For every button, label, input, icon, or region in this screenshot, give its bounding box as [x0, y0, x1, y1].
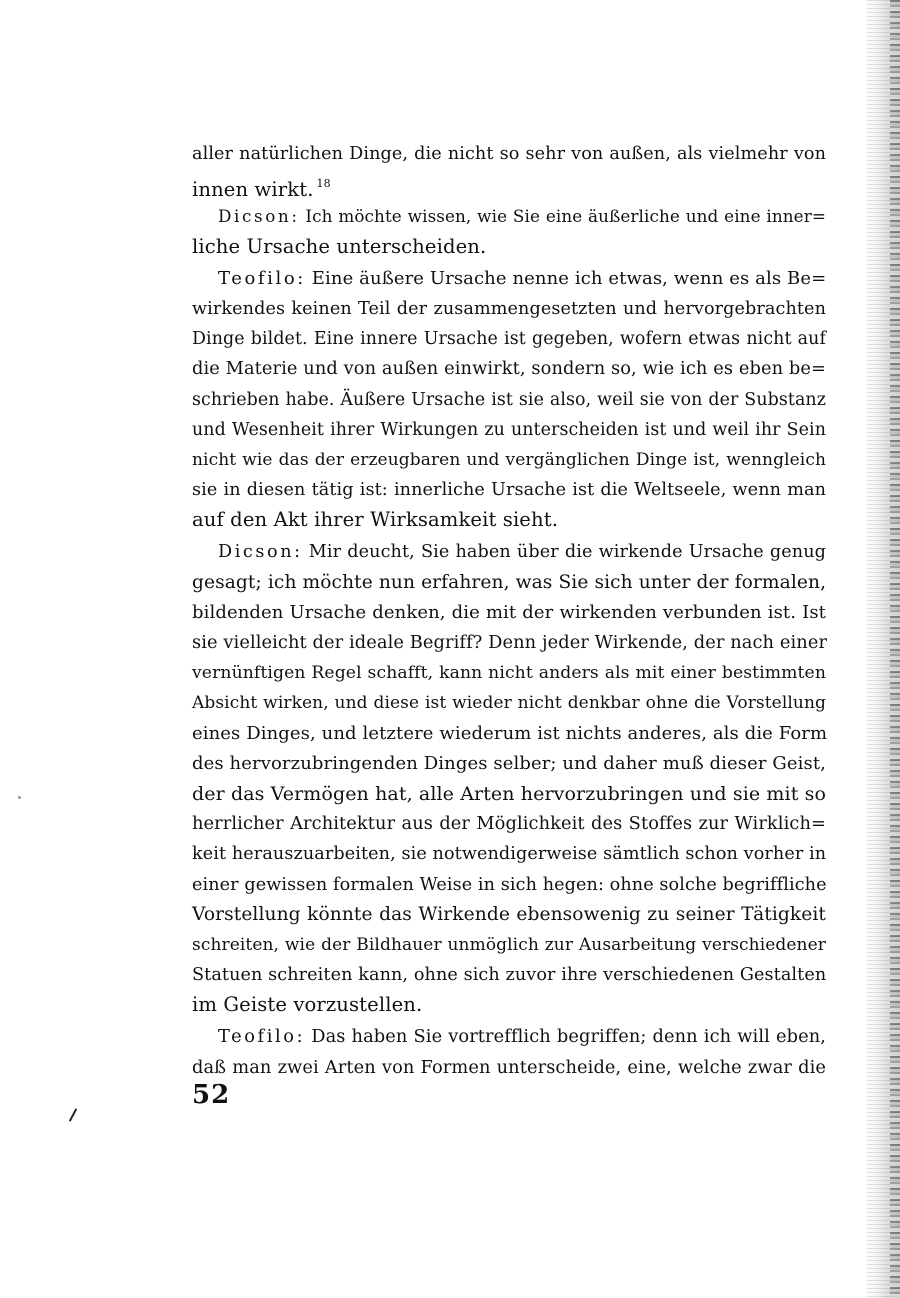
text-line	[192, 568, 826, 598]
text-line	[192, 385, 826, 415]
text-line	[192, 779, 826, 809]
line-text: vernünftigen Regel schafft, kann nicht anders als mit einer bestimmten	[192, 663, 826, 684]
text-line	[192, 232, 826, 262]
line-text: Das haben Sie vortrefflich begriffen; denn ich will eben,	[305, 1026, 826, 1048]
line-text: im Geiste vorzustellen.	[192, 993, 423, 1017]
line-text: Ich möchte wissen, wie Sie eine äußerliche und eine inner=	[299, 206, 826, 227]
line-text: einer gewissen formalen Weise in sich hegen: ohne solche begriffliche	[192, 874, 827, 895]
line-text: Absicht wirken, und diese ist wieder nicht denkbar ohne die Vorstellung	[192, 693, 826, 714]
text-line	[192, 809, 826, 839]
text-line	[192, 658, 826, 688]
text-line	[192, 354, 826, 384]
paragraph	[192, 201, 826, 261]
text-line	[192, 139, 826, 169]
text-line	[192, 930, 826, 960]
text-line	[192, 415, 826, 445]
scan-mark	[69, 1108, 77, 1121]
line-text: sie vielleicht der ideale Begriff? Denn jeder Wirkende, der nach einer	[192, 632, 828, 653]
text-line	[192, 900, 826, 930]
line-text: bildenden Ursache denken, die mit der wirkenden verbunden ist. Ist	[192, 601, 826, 623]
text-line	[192, 294, 826, 324]
text-line	[192, 870, 826, 900]
page-edge-shadow	[866, 0, 900, 1298]
text-line	[192, 628, 826, 658]
line-text: schreiten, wie der Bildhauer unmöglich zur Ausarbeitung verschiedener	[192, 934, 826, 955]
speaker-name: Teofilo:	[218, 1026, 306, 1048]
line-text: gesagt; ich möchte nun erfahren, was Sie sich unter der formalen,	[192, 571, 827, 593]
paragraph	[192, 139, 826, 202]
text-line	[192, 324, 826, 354]
text-line	[192, 749, 826, 779]
text-line	[192, 169, 826, 202]
paragraph	[192, 537, 826, 1020]
scan-speck	[18, 796, 21, 799]
line-text: innen wirkt.	[192, 178, 314, 202]
line-text: des hervorzubringenden Dinges selber; und daher muß dieser Geist,	[192, 752, 826, 774]
text-line	[192, 505, 826, 535]
line-text: Vorstellung könnte das Wirkende ebensowenig zu seiner Tätigkeit	[192, 903, 826, 925]
line-text: Dinge bildet. Eine innere Ursache ist gegeben, wofern etwas nicht auf	[192, 329, 826, 350]
speaker-name: Teofilo:	[218, 267, 306, 289]
footnote-marker: 18	[316, 177, 331, 191]
text-line	[192, 719, 826, 749]
text-line	[192, 598, 826, 628]
speaker-name: Dicson:	[218, 542, 303, 563]
text-line	[192, 1053, 826, 1083]
page-number: 52	[192, 1080, 231, 1110]
text-line	[192, 445, 826, 475]
line-text: Mir deucht, Sie haben über die wirkende Ursache genug	[302, 542, 826, 563]
line-text: liche Ursache unterscheiden.	[192, 234, 487, 258]
paragraph	[192, 264, 826, 536]
line-text: sie in diesen tätig ist: innerliche Ursache ist die Weltseele, wenn man	[192, 480, 826, 501]
line-text: daß man zwei Arten von Formen unterscheide, eine, welche zwar die	[192, 1056, 826, 1078]
text-line	[192, 688, 826, 718]
line-text: und Wesenheit ihrer Wirkungen zu unterscheiden ist und weil ihr Sein	[192, 419, 826, 440]
line-text: auf den Akt ihrer Wirksamkeit sieht.	[192, 508, 559, 532]
body-text	[192, 139, 826, 1083]
line-text: Eine äußere Ursache nenne ich etwas, wenn es als Be=	[305, 267, 827, 289]
text-line	[192, 201, 826, 231]
line-text: nicht wie das der erzeugbaren und vergänglichen Dinge ist, wenngleich	[192, 449, 826, 470]
line-text: keit herauszuarbeiten, sie notwendigerweise sämtlich schon vorher in	[192, 844, 827, 865]
line-text: eines Dinges, und letztere wiederum ist nichts anderes, als die Form	[192, 722, 828, 744]
text-line	[192, 839, 826, 869]
line-text: wirkendes keinen Teil der zusammengesetzten und hervorgebrachten	[192, 298, 826, 319]
line-text: der das Vermögen hat, alle Arten hervorzubringen und sie mit so	[192, 782, 826, 805]
line-text: schrieben habe. Äußere Ursache ist sie also, weil sie von der Substanz	[192, 389, 826, 410]
paragraph	[192, 1022, 826, 1082]
line-text: herrlicher Architektur aus der Möglichkeit des Stoffes zur Wirklich=	[192, 813, 826, 835]
text-line	[192, 960, 826, 990]
text-line	[192, 537, 826, 567]
line-text: aller natürlichen Dinge, die nicht so sehr von außen, als vielmehr von	[192, 144, 826, 164]
text-line	[192, 475, 826, 505]
line-text: Statuen schreiten kann, ohne sich zuvor ihre verschiedenen Gestalten	[192, 965, 827, 986]
text-line	[192, 1022, 826, 1052]
line-text: die Materie und von außen einwirkt, sondern so, wie ich es eben be=	[192, 358, 826, 380]
text-line	[192, 990, 826, 1020]
speaker-name: Dicson:	[218, 206, 300, 227]
text-line	[192, 264, 826, 294]
